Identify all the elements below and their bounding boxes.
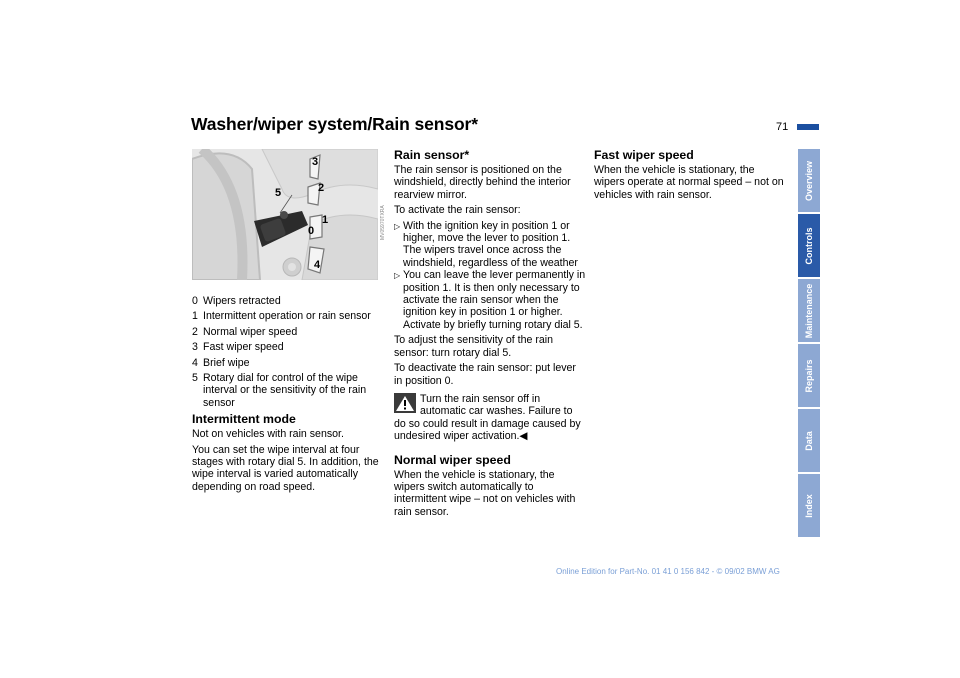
rain-sensor-paragraph: To activate the rain sensor: <box>394 204 521 217</box>
bullet-item <box>394 269 586 331</box>
wiper-lever-drawing <box>192 149 378 280</box>
figure-label-4: 4 <box>314 259 321 271</box>
legend-item <box>192 357 384 369</box>
fast-wiper-speed-paragraph: When the vehicle is stationary, the wipers operate at normal speed – not on vehicles with rain sensor. <box>594 164 784 201</box>
legend-text: Normal wiper speed <box>203 325 298 338</box>
warning-note-text: Turn the rain sensor off in automatic car washes. Failure to do so could result in damage caused by undesired wiper activation.◀ <box>394 392 581 443</box>
page-title: Washer/wiper system/Rain sensor* <box>191 114 478 134</box>
footer-edition-note: Online Edition for Part-No. 01 41 0 156 842 - © 09/02 BMW AG <box>556 567 780 576</box>
tab-overview[interactable] <box>798 149 820 212</box>
bullet-text: With the ignition key in position 1 or higher, move the lever to position 1. The wipers travel once across the windshield, regardless of the weather <box>403 219 578 269</box>
intermittent-paragraph: You can set the wipe interval at four stages with rotary dial 5. In addition, the wipe interval is varied automatically depending on road speed. <box>192 443 379 493</box>
tab-controls[interactable] <box>798 214 820 277</box>
normal-wiper-speed-paragraph: When the vehicle is stationary, the wipers switch automatically to intermittent wipe – not on vehicles with rain sensor. <box>394 468 576 518</box>
tab-index[interactable] <box>798 474 820 537</box>
page-number: 71 <box>776 121 789 133</box>
wiper-lever-illustration <box>192 149 378 280</box>
figure-code: MV05970TXRA <box>380 205 386 240</box>
figure-label-3: 3 <box>312 156 319 168</box>
legend-item <box>192 372 384 409</box>
bullet-text: You can leave the lever permanently in position 1. It is then only necessary to activate the rain sensor when the ignition key in position 1 or higher. Activate by briefly turning rotary dial 5. <box>403 269 586 331</box>
legend-text: Brief wipe <box>203 356 250 369</box>
bullet-item <box>394 220 586 270</box>
legend-number: 2 <box>192 325 198 338</box>
legend-number: 0 <box>192 295 198 307</box>
rain-sensor-paragraph: The rain sensor is positioned on the windshield, directly behind the interior rearview mirror. <box>394 164 571 201</box>
tab-index-label: Index <box>804 493 814 518</box>
figure-label-5: 5 <box>275 187 282 199</box>
warning-note <box>394 393 586 443</box>
tab-data[interactable] <box>798 409 820 472</box>
column-middle <box>394 146 586 521</box>
section-index-sidebar <box>798 149 820 539</box>
legend-text: Intermittent operation or rain sensor <box>203 310 371 323</box>
normal-wiper-speed-heading: Normal wiper speed <box>394 452 511 467</box>
tab-data-label: Data <box>804 430 814 451</box>
bullet-arrow-icon: ▷ <box>394 221 401 231</box>
bullet-arrow-icon: ▷ <box>394 271 401 281</box>
legend-number: 4 <box>192 356 198 369</box>
fast-wiper-speed-heading: Fast wiper speed <box>594 148 694 162</box>
tab-controls-label: Controls <box>804 227 814 264</box>
intermittent-mode-heading: Intermittent mode <box>192 412 296 427</box>
legend-text: Fast wiper speed <box>203 341 284 354</box>
rain-sensor-heading: Rain sensor* <box>394 148 470 162</box>
legend-number: 3 <box>192 341 198 354</box>
figure-label-0: 0 <box>308 225 315 237</box>
column-right <box>594 146 784 204</box>
intermittent-paragraph: Not on vehicles with rain sensor. <box>192 428 344 441</box>
tab-maintenance[interactable] <box>798 279 820 342</box>
legend-item <box>192 310 384 322</box>
rain-sensor-paragraph: To adjust the sensitivity of the rain sensor: turn rotary dial 5. <box>394 334 553 359</box>
tab-repairs[interactable] <box>798 344 820 407</box>
legend-item <box>192 341 384 353</box>
legend-item <box>192 326 384 338</box>
legend-text: Rotary dial for control of the wipe interval or the sensitivity of the rain sensor <box>203 372 367 409</box>
legend-number: 1 <box>192 310 198 323</box>
tab-repairs-label: Repairs <box>804 358 814 393</box>
warning-icon <box>394 393 416 413</box>
figure-label-2: 2 <box>318 182 325 194</box>
column-left <box>192 295 384 496</box>
legend-number: 5 <box>192 372 198 385</box>
legend-item <box>192 295 384 307</box>
tab-overview-label: Overview <box>804 160 814 201</box>
rain-sensor-paragraph: To deactivate the rain sensor: put lever in position 0. <box>394 362 576 387</box>
legend-text: Wipers retracted <box>203 295 281 307</box>
tab-maintenance-label: Maintenance <box>804 283 814 338</box>
page-number-marker <box>797 124 819 130</box>
figure-label-1: 1 <box>322 214 329 226</box>
